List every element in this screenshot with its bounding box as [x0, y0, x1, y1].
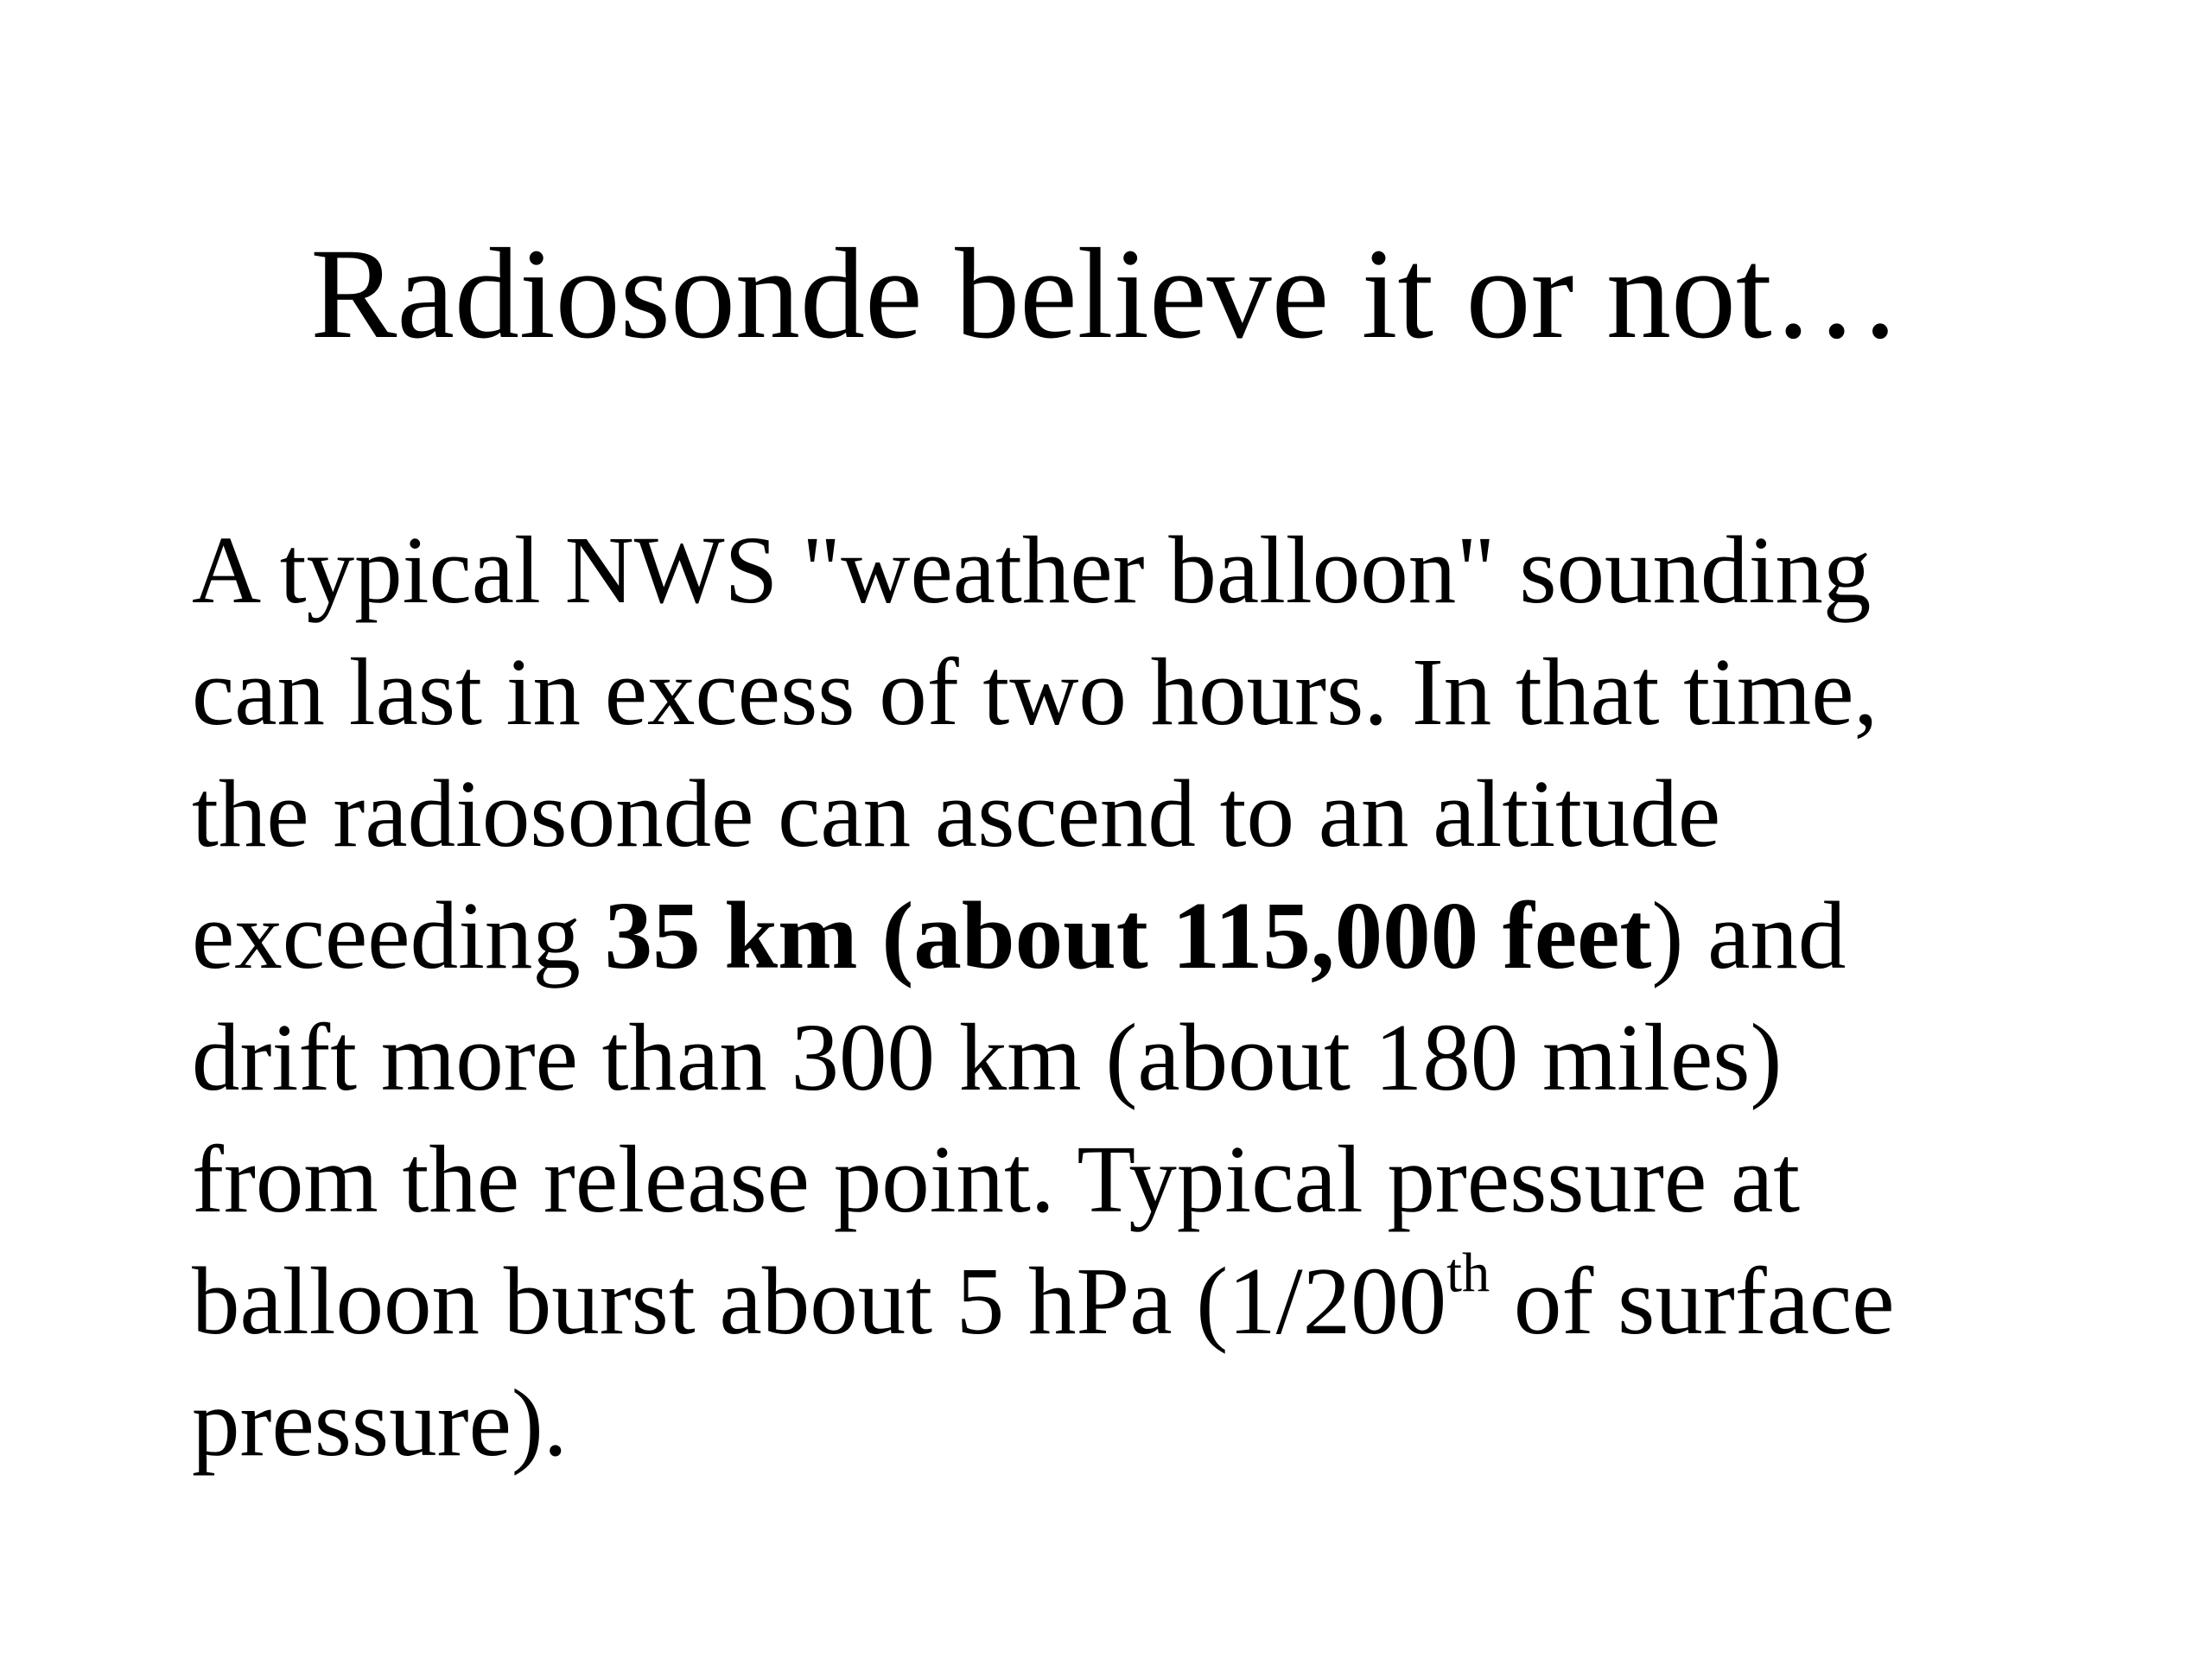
- body-line-4-prefix: exceeding: [192, 883, 605, 989]
- body-line-7-suffix: of surface: [1490, 1249, 1895, 1355]
- slide-title: Radiosonde believe it or not…: [310, 222, 1902, 365]
- body-line-2: can last in excess of two hours. In that time,: [192, 639, 1878, 746]
- body-line-8: pressure).: [192, 1370, 568, 1477]
- body-line-1: A typical NWS "weather balloon" sounding: [192, 518, 1872, 624]
- ordinal-superscript: th: [1446, 1242, 1491, 1304]
- body-line-4: [192, 875, 2075, 997]
- altitude-highlight: 35 km (about 115,000 feet: [604, 883, 1652, 989]
- body-line-5: drift more than 300 km (about 180 miles): [192, 1005, 1783, 1111]
- body-line-7: [192, 1241, 2075, 1363]
- body-line-4-suffix: ) and: [1651, 883, 1847, 989]
- body-line-3: the radiosonde can ascend to an altitude: [192, 761, 1721, 868]
- slide-body: [192, 510, 2075, 1484]
- body-line-6: from the release point. Typical pressure at: [192, 1127, 1801, 1233]
- body-line-7-prefix: balloon burst about 5 hPa (1/200: [192, 1249, 1447, 1355]
